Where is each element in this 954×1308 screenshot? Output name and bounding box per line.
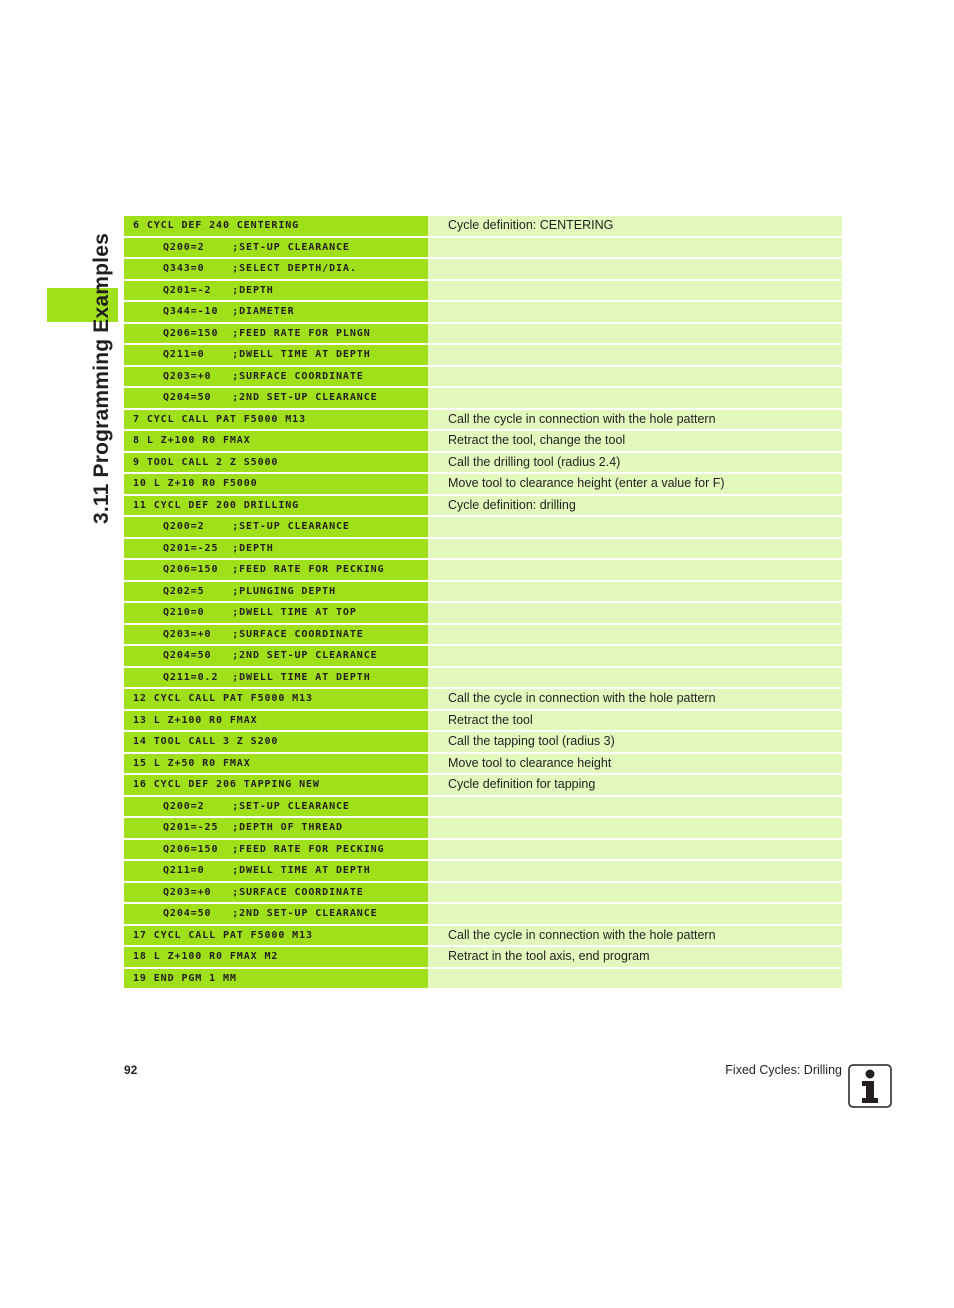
program-row (124, 302, 842, 322)
program-row (124, 281, 842, 301)
line-comment: Retract the tool (428, 711, 842, 731)
nc-code-line: 7 CYCL CALL PAT F5000 M13 (124, 410, 428, 430)
line-comment (428, 646, 842, 666)
program-row (124, 388, 842, 408)
program-row (124, 238, 842, 258)
nc-code-line: Q202=5 ;PLUNGING DEPTH (124, 582, 428, 602)
program-row (124, 754, 842, 774)
line-comment (428, 818, 842, 838)
page-number: 92 (124, 1063, 138, 1077)
line-comment: Move tool to clearance height (428, 754, 842, 774)
line-comment (428, 861, 842, 881)
program-row (124, 603, 842, 623)
program-row (124, 840, 842, 860)
program-row (124, 367, 842, 387)
program-row (124, 969, 842, 989)
program-row (124, 560, 842, 580)
line-comment: Cycle definition for tapping (428, 775, 842, 795)
nc-code-line: Q201=-2 ;DEPTH (124, 281, 428, 301)
line-comment (428, 797, 842, 817)
line-comment (428, 324, 842, 344)
nc-code-line: 9 TOOL CALL 2 Z S5000 (124, 453, 428, 473)
line-comment (428, 259, 842, 279)
nc-code-line: 8 L Z+100 R0 FMAX (124, 431, 428, 451)
program-row (124, 410, 842, 430)
nc-code-line: Q200=2 ;SET-UP CLEARANCE (124, 517, 428, 537)
line-comment: Retract the tool, change the tool (428, 431, 842, 451)
nc-code-line: Q204=50 ;2ND SET-UP CLEARANCE (124, 388, 428, 408)
line-comment (428, 302, 842, 322)
line-comment (428, 904, 842, 924)
program-row (124, 582, 842, 602)
line-comment (428, 345, 842, 365)
line-comment (428, 517, 842, 537)
nc-code-line: Q344=-10 ;DIAMETER (124, 302, 428, 322)
line-comment (428, 539, 842, 559)
program-row (124, 625, 842, 645)
nc-code-line: Q203=+0 ;SURFACE COORDINATE (124, 367, 428, 387)
line-comment: Retract in the tool axis, end program (428, 947, 842, 967)
line-comment: Cycle definition: CENTERING (428, 216, 842, 236)
program-row (124, 947, 842, 967)
nc-code-line: 15 L Z+50 R0 FMAX (124, 754, 428, 774)
line-comment (428, 840, 842, 860)
nc-code-line: Q200=2 ;SET-UP CLEARANCE (124, 797, 428, 817)
nc-code-line: Q206=150 ;FEED RATE FOR PECKING (124, 560, 428, 580)
line-comment (428, 883, 842, 903)
program-row (124, 216, 842, 236)
program-row (124, 689, 842, 709)
nc-code-line: Q343=0 ;SELECT DEPTH/DIA. (124, 259, 428, 279)
program-row (124, 883, 842, 903)
program-row (124, 259, 842, 279)
nc-program-table (124, 216, 842, 990)
chapter-title-footer: Fixed Cycles: Drilling (725, 1063, 842, 1077)
program-row (124, 324, 842, 344)
program-row (124, 474, 842, 494)
program-row (124, 539, 842, 559)
program-row (124, 711, 842, 731)
section-title: 3.11 Programming Examples (90, 233, 113, 524)
program-row (124, 732, 842, 752)
nc-code-line: Q211=0 ;DWELL TIME AT DEPTH (124, 861, 428, 881)
line-comment: Move tool to clearance height (enter a value for F) (428, 474, 842, 494)
line-comment (428, 238, 842, 258)
program-row (124, 668, 842, 688)
line-comment (428, 582, 842, 602)
program-row (124, 775, 842, 795)
program-row (124, 345, 842, 365)
program-row (124, 431, 842, 451)
line-comment: Call the drilling tool (radius 2.4) (428, 453, 842, 473)
nc-code-line: 12 CYCL CALL PAT F5000 M13 (124, 689, 428, 709)
nc-code-line: 6 CYCL DEF 240 CENTERING (124, 216, 428, 236)
line-comment: Call the cycle in connection with the hole pattern (428, 410, 842, 430)
nc-code-line: 13 L Z+100 R0 FMAX (124, 711, 428, 731)
nc-code-line: Q203=+0 ;SURFACE COORDINATE (124, 625, 428, 645)
line-comment (428, 603, 842, 623)
nc-code-line: Q210=0 ;DWELL TIME AT TOP (124, 603, 428, 623)
line-comment (428, 969, 842, 989)
nc-code-line: Q211=0 ;DWELL TIME AT DEPTH (124, 345, 428, 365)
program-row (124, 496, 842, 516)
nc-code-line: 18 L Z+100 R0 FMAX M2 (124, 947, 428, 967)
line-comment: Call the cycle in connection with the hole pattern (428, 689, 842, 709)
line-comment: Call the tapping tool (radius 3) (428, 732, 842, 752)
nc-code-line: 10 L Z+10 R0 F5000 (124, 474, 428, 494)
line-comment (428, 668, 842, 688)
nc-code-line: Q203=+0 ;SURFACE COORDINATE (124, 883, 428, 903)
nc-code-line: Q206=150 ;FEED RATE FOR PLNGN (124, 324, 428, 344)
line-comment (428, 367, 842, 387)
info-icon (848, 1064, 892, 1108)
program-row (124, 926, 842, 946)
program-row (124, 453, 842, 473)
nc-code-line: 16 CYCL DEF 206 TAPPING NEW (124, 775, 428, 795)
program-row (124, 517, 842, 537)
program-row (124, 861, 842, 881)
line-comment: Call the cycle in connection with the hole pattern (428, 926, 842, 946)
nc-code-line: 17 CYCL CALL PAT F5000 M13 (124, 926, 428, 946)
nc-code-line: Q211=0.2 ;DWELL TIME AT DEPTH (124, 668, 428, 688)
line-comment: Cycle definition: drilling (428, 496, 842, 516)
line-comment (428, 281, 842, 301)
program-row (124, 904, 842, 924)
nc-code-line: Q204=50 ;2ND SET-UP CLEARANCE (124, 904, 428, 924)
nc-code-line: 19 END PGM 1 MM (124, 969, 428, 989)
nc-code-line: Q204=50 ;2ND SET-UP CLEARANCE (124, 646, 428, 666)
line-comment (428, 625, 842, 645)
line-comment (428, 560, 842, 580)
nc-code-line: Q201=-25 ;DEPTH OF THREAD (124, 818, 428, 838)
line-comment (428, 388, 842, 408)
nc-code-line: 14 TOOL CALL 3 Z S200 (124, 732, 428, 752)
program-row (124, 818, 842, 838)
nc-code-line: Q206=150 ;FEED RATE FOR PECKING (124, 840, 428, 860)
nc-code-line: 11 CYCL DEF 200 DRILLING (124, 496, 428, 516)
nc-code-line: Q200=2 ;SET-UP CLEARANCE (124, 238, 428, 258)
nc-code-line: Q201=-25 ;DEPTH (124, 539, 428, 559)
program-row (124, 646, 842, 666)
program-row (124, 797, 842, 817)
